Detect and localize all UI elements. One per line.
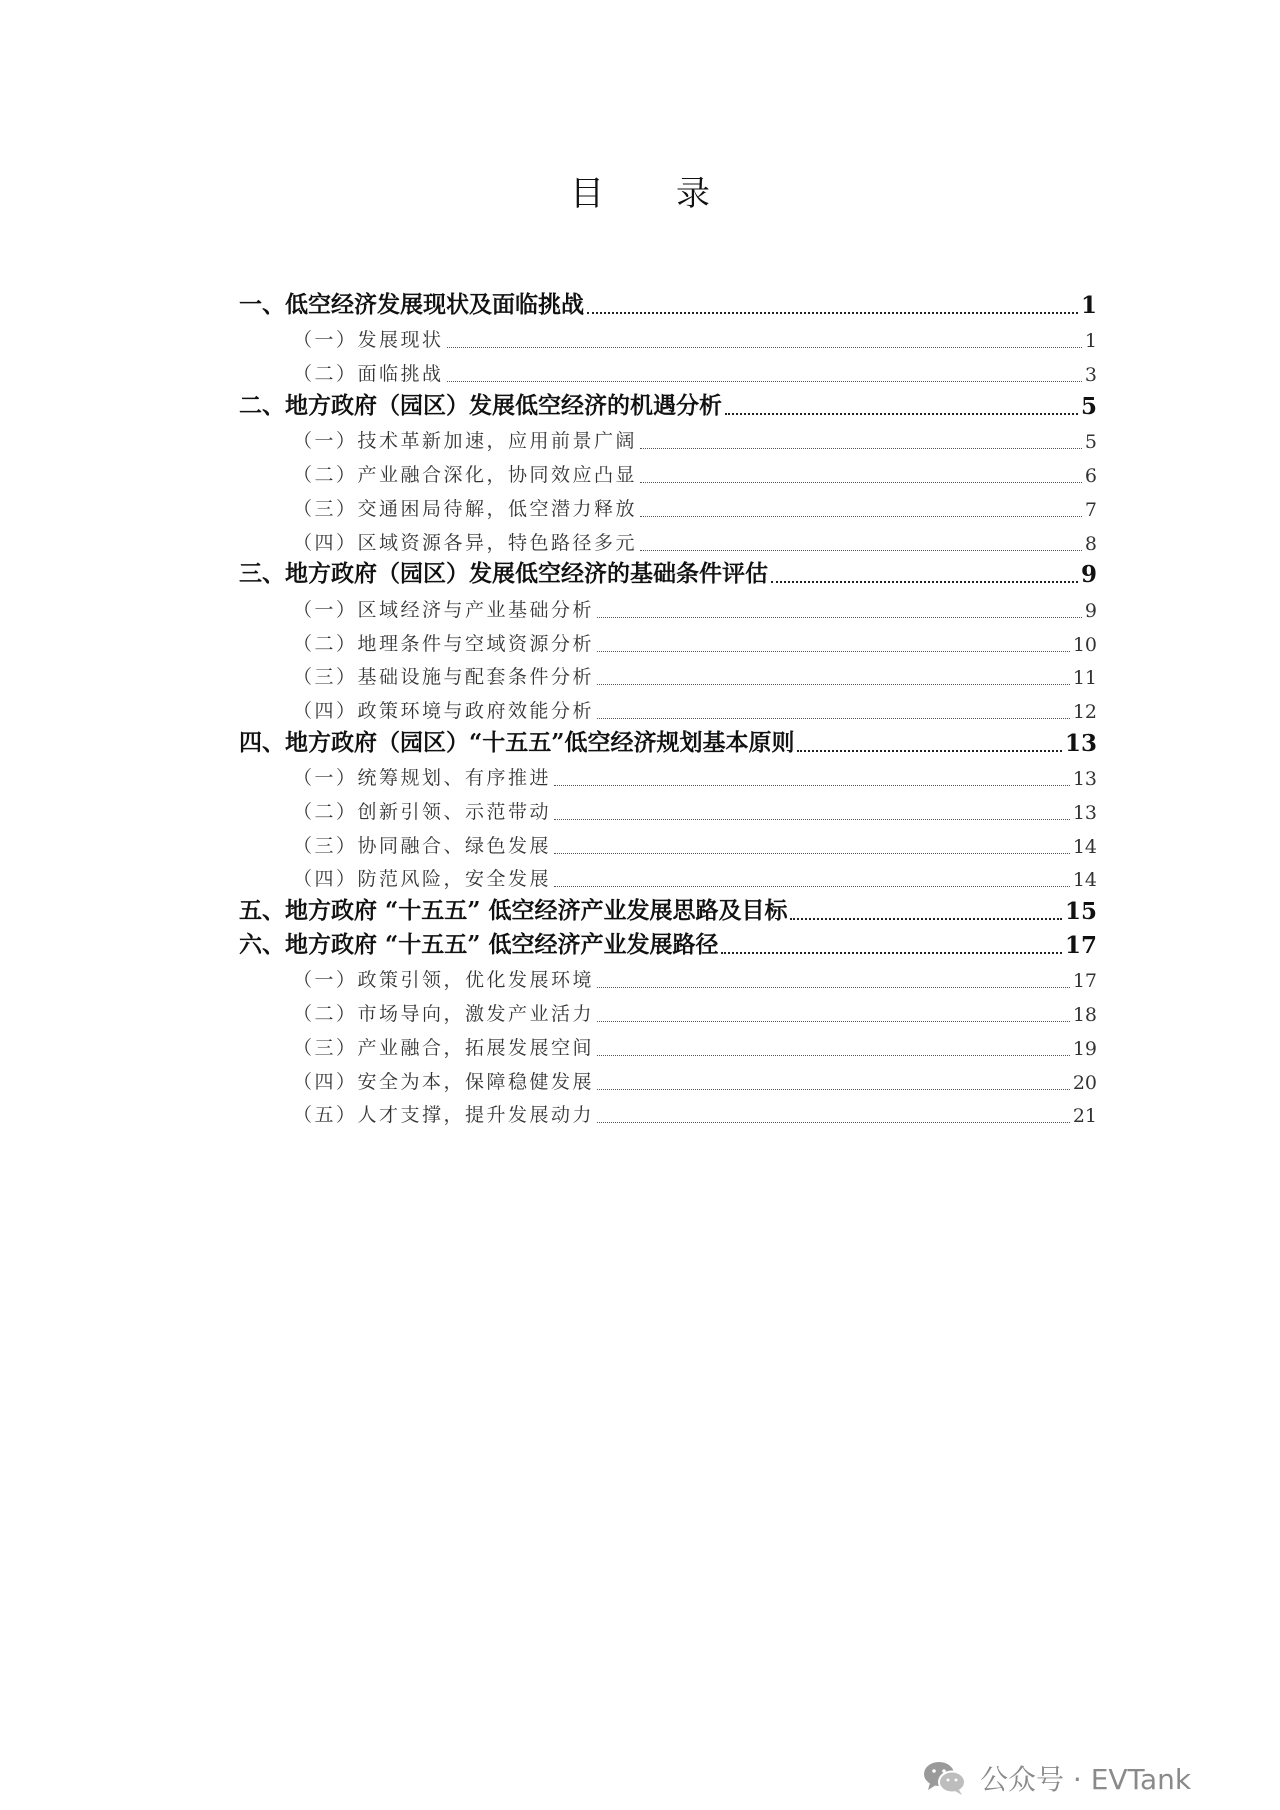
toc-page-number: 21	[1072, 1105, 1097, 1128]
dot-leader	[721, 952, 1062, 954]
toc-page-number: 6	[1084, 465, 1097, 488]
toc-page-number: 8	[1084, 532, 1097, 555]
toc-section-entry	[239, 996, 1097, 1030]
dot-leader	[597, 987, 1070, 988]
toc-entry-text: （五）人才支撑，提升发展动力	[293, 1104, 595, 1127]
toc-page-number: 14	[1072, 869, 1097, 892]
toc-entry-text: （三）基础设施与配套条件分析	[293, 666, 595, 689]
dot-leader	[447, 347, 1082, 348]
toc-title-char-1: 目	[570, 174, 604, 214]
toc-page-number: 19	[1072, 1037, 1097, 1060]
dot-leader	[597, 617, 1082, 618]
toc-page-number: 18	[1072, 1004, 1097, 1027]
toc-section-entry	[239, 323, 1097, 357]
dot-leader	[640, 516, 1082, 517]
toc-entry-text: 三、地方政府（园区）发展低空经济的基础条件评估	[239, 560, 768, 588]
toc-entry-text: （一）统筹规划、有序推进	[293, 767, 552, 790]
toc-entry-text: （一）技术革新加速，应用前景广阔	[293, 430, 638, 453]
toc-entry-text: （三）产业融合，拓展发展空间	[293, 1036, 595, 1059]
dot-leader	[597, 1122, 1070, 1123]
dot-leader	[587, 312, 1078, 314]
toc-page-number: 5	[1080, 392, 1097, 420]
dot-leader	[597, 1021, 1070, 1022]
toc-chapter-entry	[239, 390, 1097, 424]
watermark	[922, 1758, 1191, 1798]
toc-entry-text: 一、低空经济发展现状及面临挑战	[239, 290, 584, 318]
toc-entry-text: （二）地理条件与空域资源分析	[293, 632, 595, 655]
toc-section-entry	[239, 1064, 1097, 1098]
toc-page-number: 7	[1084, 498, 1097, 521]
toc-entry-text: （四）防范风险，安全发展	[293, 868, 552, 891]
toc-chapter-entry	[239, 929, 1097, 963]
toc-page-number: 11	[1072, 667, 1097, 690]
toc-title-char-2: 录	[676, 174, 710, 214]
toc-section-entry	[239, 1030, 1097, 1064]
toc-page-number: 9	[1080, 561, 1097, 589]
toc-page-number: 1	[1084, 330, 1097, 353]
dot-leader	[771, 581, 1078, 583]
toc-entry-text: （二）市场导向，激发产业活力	[293, 1003, 595, 1026]
toc-entry-text: （三）交通困局待解，低空潜力释放	[293, 497, 638, 520]
toc-page-number: 17	[1072, 970, 1097, 993]
dot-leader	[447, 381, 1082, 382]
toc-entry-text: （四）区域资源各异，特色路径多元	[293, 531, 638, 554]
dot-leader	[640, 482, 1082, 483]
toc-chapter-entry	[239, 289, 1097, 323]
toc-chapter-entry	[239, 727, 1097, 761]
toc-section-entry	[239, 862, 1097, 896]
toc-chapter-entry	[239, 559, 1097, 593]
toc-entry-text: （四）政策环境与政府效能分析	[293, 699, 595, 722]
toc-entry-text: （三）协同融合、绿色发展	[293, 834, 552, 857]
toc-page-number: 1	[1080, 291, 1097, 319]
wechat-icon	[922, 1759, 968, 1797]
dot-leader	[554, 785, 1070, 786]
dot-leader	[554, 853, 1070, 854]
dot-leader	[797, 750, 1062, 752]
toc-section-entry	[239, 356, 1097, 390]
dot-leader	[640, 448, 1082, 449]
toc-entry-text: （一）政策引领，优化发展环境	[293, 969, 595, 992]
toc-entry-text: （二）创新引领、示范带动	[293, 801, 552, 823]
dot-leader	[597, 651, 1070, 652]
dot-leader	[597, 1089, 1070, 1090]
dot-leader	[597, 1055, 1070, 1056]
toc-section-entry	[239, 794, 1097, 828]
table-of-contents	[239, 289, 1097, 1131]
dot-leader	[597, 718, 1070, 719]
toc-section-entry	[239, 1098, 1097, 1132]
toc-section-entry	[239, 592, 1097, 626]
toc-page-number: 13	[1072, 802, 1097, 824]
toc-chapter-entry	[239, 895, 1097, 929]
toc-section-entry	[239, 693, 1097, 727]
toc-page-number: 20	[1072, 1071, 1097, 1094]
toc-section-entry	[239, 828, 1097, 862]
toc-entry-text: （二）产业融合深化，协同效应凸显	[293, 464, 638, 487]
toc-section-entry	[239, 660, 1097, 694]
toc-page-number: 5	[1084, 431, 1097, 454]
dot-leader	[640, 550, 1082, 551]
toc-entry-text: 二、地方政府（园区）发展低空经济的机遇分析	[239, 391, 722, 419]
toc-section-entry	[239, 761, 1097, 795]
toc-entry-text: 四、地方政府（园区）“十五五”低空经济规划基本原则	[239, 728, 795, 756]
toc-entry-text: （一）发展现状	[293, 329, 444, 352]
toc-page-number: 15	[1064, 898, 1097, 926]
dot-leader	[554, 886, 1070, 887]
watermark-text: 公众号 · EVTank	[980, 1763, 1192, 1796]
toc-entry-text: （二）面临挑战	[293, 363, 444, 386]
toc-page-number: 9	[1084, 599, 1097, 622]
toc-page-number: 14	[1072, 835, 1097, 858]
toc-section-entry	[239, 491, 1097, 525]
toc-page-number: 12	[1072, 700, 1097, 723]
dot-leader	[554, 819, 1070, 820]
toc-section-entry	[239, 424, 1097, 458]
toc-section-entry	[239, 626, 1097, 660]
toc-entry-text: 五、地方政府 “十五五” 低空经济产业发展思路及目标	[239, 897, 788, 925]
toc-title	[0, 166, 1280, 215]
toc-entry-text: 六、地方政府 “十五五” 低空经济产业发展路径	[239, 930, 719, 958]
toc-page-number: 10	[1072, 633, 1097, 656]
toc-entry-text: （一）区域经济与产业基础分析	[293, 598, 595, 621]
toc-page-number: 17	[1064, 931, 1097, 959]
dot-leader	[790, 918, 1062, 920]
toc-page-number: 3	[1084, 364, 1097, 387]
toc-section-entry	[239, 963, 1097, 997]
dot-leader	[725, 413, 1078, 415]
dot-leader	[597, 684, 1070, 685]
toc-section-entry	[239, 525, 1097, 559]
toc-section-entry	[239, 457, 1097, 491]
toc-page-number: 13	[1072, 768, 1097, 791]
toc-page-number: 13	[1064, 729, 1097, 757]
toc-entry-text: （四）安全为本，保障稳健发展	[293, 1070, 595, 1093]
